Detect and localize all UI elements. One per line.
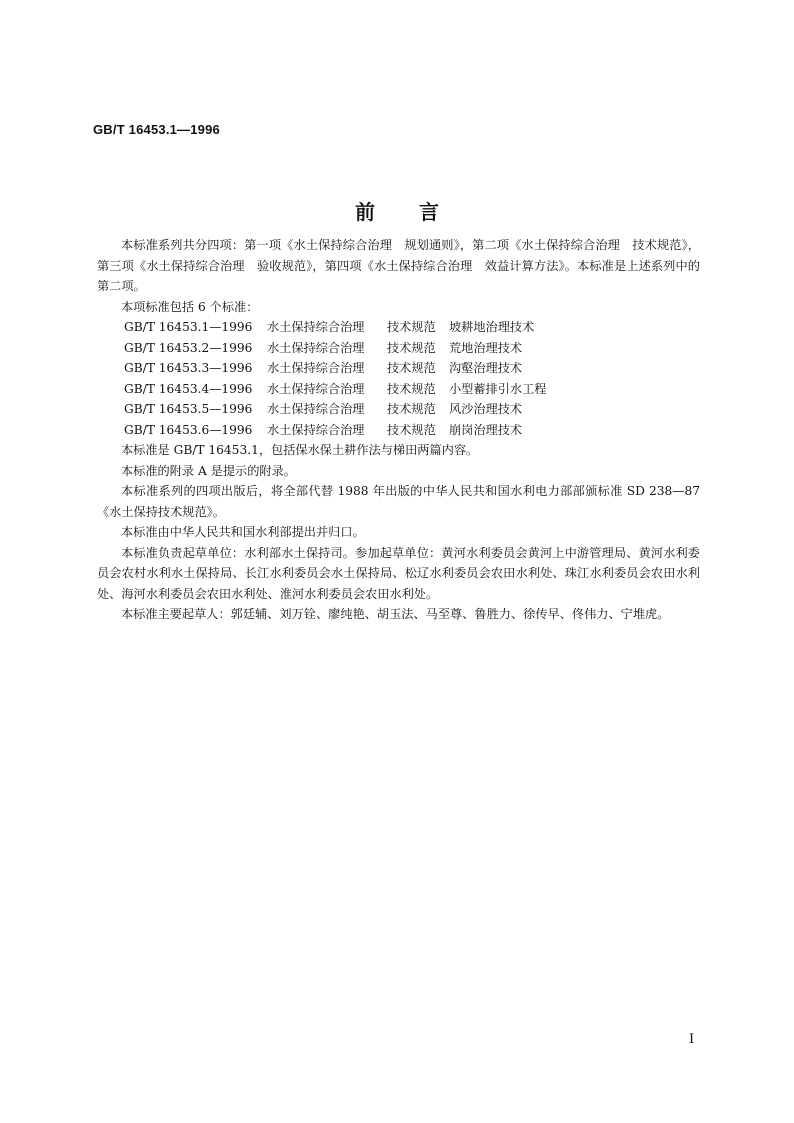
standard-main-title: 水土保持综合治理 — [267, 361, 365, 375]
page-title: 前言 — [355, 200, 483, 224]
standard-main-title: 水土保持综合治理 — [267, 402, 365, 416]
paragraph-series-overview: 本标准系列共分四项：第一项《水土保持综合治理 规划通则》，第二项《水土保持综合治理 技术规范》，第三项《水土保持综合治理 验收规范》，第四项《水土保持综合治理 效益计算方法》。本标准是上述系列中的第二项。 — [97, 238, 700, 293]
standard-sub-title: 技术规范 — [387, 422, 436, 437]
standard-topic: 坡耕地治理技术 — [449, 320, 535, 334]
paragraph-replacement: 本标准系列的四项出版后，将全部代替 1988 年出版的中华人民共和国水利电力部部颁标准 SD 238—87《水土保持技术规范》。 — [97, 484, 700, 519]
standard-topic: 沟壑治理技术 — [449, 361, 523, 375]
document-code: GB/T 16453.1—1996 — [93, 122, 220, 137]
standard-item — [97, 399, 700, 420]
standard-item — [97, 420, 700, 441]
standard-main-title: 水土保持综合治理 — [267, 320, 365, 334]
standard-item — [97, 338, 700, 359]
standard-code: GB/T 16453.6—1996 — [124, 422, 253, 437]
standard-code: GB/T 16453.1—1996 — [124, 320, 253, 334]
standard-main-title: 水土保持综合治理 — [267, 381, 365, 396]
standard-sub-title: 技术规范 — [387, 340, 436, 355]
standard-sub-title: 技术规范 — [387, 381, 436, 396]
standard-sub-title: 技术规范 — [387, 402, 436, 416]
paragraph-scope: 本标准是 GB/T 16453.1，包括保水保土耕作法与梯田两篇内容。 — [121, 443, 479, 457]
standard-sub-title: 技术规范 — [387, 361, 436, 375]
standard-code: GB/T 16453.3—1996 — [124, 361, 253, 375]
standard-sub-title: 技术规范 — [387, 320, 436, 334]
standard-topic: 崩岗治理技术 — [449, 422, 523, 437]
paragraph-drafters: 本标准主要起草人：郭廷辅、刘万铨、廖纯艳、胡玉法、马至尊、鲁胜力、徐传早、佟伟力、宁堆虎。 — [121, 607, 670, 621]
paragraph-proposer: 本标准由中华人民共和国水利部提出并归口。 — [121, 525, 365, 539]
standard-code: GB/T 16453.2—1996 — [124, 340, 253, 355]
standard-item — [97, 358, 700, 379]
standard-topic: 荒地治理技术 — [449, 340, 523, 355]
standard-item — [97, 379, 700, 400]
standard-item — [97, 317, 700, 338]
paragraph-standards-count: 本项标准包括 6 个标准： — [121, 299, 259, 314]
standard-main-title: 水土保持综合治理 — [267, 340, 365, 355]
standard-topic: 风沙治理技术 — [449, 402, 523, 416]
paragraph-drafting-units: 本标准负责起草单位：水利部水土保持司。参加起草单位：黄河水利委员会黄河上中游管理局、黄河水利委员会农村水利水土保持局、长江水利委员会水土保持局、松辽水利委员会农田水利处、珠江水利委员会农田水利处、海河水利委员会农田水利处、淮河水利委员会农田水利处。 — [97, 545, 700, 601]
standard-main-title: 水土保持综合治理 — [267, 422, 365, 437]
foreword-content — [97, 235, 700, 625]
standard-code: GB/T 16453.4—1996 — [124, 381, 253, 396]
page-number: I — [689, 1032, 695, 1047]
standard-code: GB/T 16453.5—1996 — [124, 402, 253, 416]
standards-list — [97, 317, 700, 440]
standard-topic: 小型蓄排引水工程 — [449, 381, 547, 396]
paragraph-appendix: 本标准的附录 A 是提示的附录。 — [121, 463, 296, 478]
